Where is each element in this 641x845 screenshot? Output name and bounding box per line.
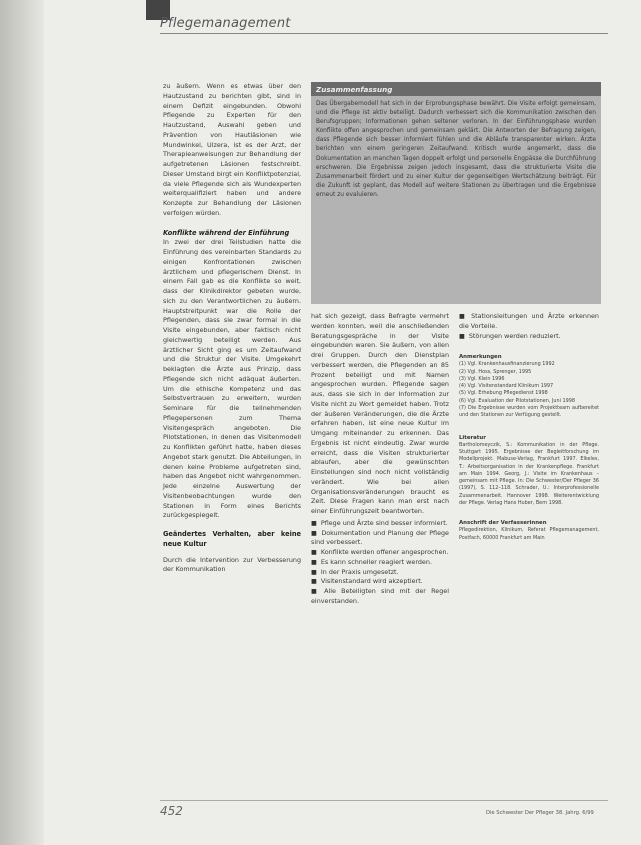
literature-heading: Literatur [459,434,486,441]
list-item: ■ Alle Beteiligten sind mit der Regel einverstanden. [311,587,449,607]
list-item: ■ Störungen werden reduziert. [459,332,599,342]
note-item: (5) Vgl. Erhebung Pflegedienst 1998 [459,390,548,397]
address-heading: Anschrift der Verfasserinnen [459,520,547,527]
col2-paragraph-1: hat sich gezeigt, dass Befragte vermehrt werden konnten, weil die anschließenden Beratungsgespräche in der Visite eingebunden waren. Sie äußern, von allen drei Gruppen. Durch den Dienstplan verbessert werden, die Pflegenden an 85 Prozent beteiligt und mit Namen angesprochen wurden. Pflegende sagen aus, dass sie sich in der Information zur Visite nicht zu Wort gemeldet haben. Trotz der äußeren Veränderungen, die die Ärzte erfahren haben, ist eine neue Kultur im Umgang miteinander zu erkennen. Das Ergebnis ist nicht eindeutig. Zwar wurde erreicht, dass die Visiten strukturierter ablaufen, aber die gewünschten Einstellungen sind noch nicht vollständig verändert. Wie bei allen Organisationsveränderungen braucht es Zeit. Diese Fragen kann man erst nach einer Einführungszeit beantworten. [311,312,449,515]
note-item: (1) Vgl. Krankenhausfinanzierung 1992 [459,361,555,368]
literature-text: Bartholomeyczik, S.: Kommunikation in der Pflege. Stuttgart 1995. Ergebnisse der Begleitforschung im Modellprojekt. Mabuse-Verlag, Frankfurt 1997. Elkeles, T.: Arbeitsorganisation in der Krankenpflege. Frankfurt am Main 1994. Georg, J.: Visite im Krankenhaus – gemeinsam mit Pflege. In: Die Schwester/Der Pfleger 36 (1997), S. 112–118. Schrader, U.: Interprofessionelle Zusammenarbeit. Hannover 1998. Weiterentwicklung der Pflege. Verlag Hans Huber, Bern 1998. [459,441,599,506]
column-3 [459,312,599,542]
header-rule [160,33,608,34]
list-item: ■ Konflikte werden offener angesprochen. [311,548,449,558]
note-item: (7) Die Ergebnisse wurden vom Projektteam aufbereitet und den Stationen zur Verfügung gestellt. [459,405,599,419]
list-item: ■ In der Praxis umgesetzt. [311,568,449,578]
col1-subhead-behavior: Geändertes Verhalten, aber keine neue Kultur [163,530,301,548]
note-item: (2) Vgl. Hoss, Sprenger, 1995 [459,368,532,375]
section-title: Pflegemanagement [160,16,291,31]
footer-rule [160,800,608,801]
list-item: ■ Pflege und Ärzte sind besser informiert. [311,519,449,529]
note-item: (4) Vgl. Visitenstandard Klinikum 1997 [459,383,554,390]
col2-bullet-list [311,519,449,607]
column-1 [163,82,301,575]
note-item: (6) Vgl. Evaluation der Pilotstationen, Juni 1998 [459,397,575,404]
summary-box [311,82,601,304]
list-item: ■ Visitenstandard wird akzeptiert. [311,577,449,587]
notes-heading: Anmerkungen [459,354,502,361]
page-number: 452 [160,804,183,818]
summary-heading: Zusammenfassung [311,82,601,96]
column-2 [311,312,449,607]
list-item: ■ Dokumentation und Planung der Pflege sind verbessert. [311,529,449,549]
page-gutter-shadow [0,0,44,845]
note-item: (3) Vgl. Klein 1996 [459,375,505,382]
summary-text: Das Übergabemodell hat sich in der Erprobungsphase bewährt. Die Visite erfolgt gemeinsam, und die Pflege ist aktiv beteiligt. Dadurch verbessert sich die Kommunikation zwischen den Berufsgruppen; Informationen gehen seltener verloren. In der Einführungsphase wurden Konflikte offen angesprochen und gemeinsam geklärt. Die Antworten der Befragung zeigen, dass Pflegende sich besser informiert fühlen und die Abläufe transparenter wirken. Ärzte berichten von einem geringeren Zeitaufwand. Kritisch wurde angemerkt, dass die Dokumentation an manchen Tagen doppelt erfolgt und personelle Engpässe die Durchführung erschweren. Die Ergebnisse zeigen jedoch insgesamt, dass die strukturierte Visite die Zusammenarbeit fördert und zu einer Kultur der gegenseitigen Wertschätzung beiträgt. Für die Zukunft ist geplant, das Modell auf weitere Stationen zu übertragen und die Ergebnisse erneut zu evaluieren. [316,101,596,198]
list-item: ■ Stationsleitungen und Ärzte erkennen die Vorteile. [459,312,599,332]
journal-reference: Die Schwester Der Pfleger 38. Jahrg. 6/99 [486,810,594,816]
col1-subhead-conflicts: Konflikte während der Einführung [163,228,290,237]
list-item: ■ Es kann schneller reagiert werden. [311,558,449,568]
col1-paragraph-2: In zwei der drei Teilstudien hatte die Einführung des vereinbarten Standards zu einigen Konfrontationen zwischen ärztlichem und pflegerischem Dienst. In einem Fall gab es die Konflikte so weit, dass der Klinikdirektor gebeten wurde, sich zu den Verantwortlichen zu äußern. Hauptstreitpunkt war die Rolle der Pflegenden, dass sie zwar formal in die Visite eingebunden, aber faktisch nicht gleichwertig beteiligt werden. Aus ärztlicher Sicht ging es um Zeitaufwand und die Struktur der Visite. Umgekehrt beklagten die Ärzte aus Prinzip, dass Pflegende sich nicht adäquat äußerten. Um die ethische Kompetenz und das Selbstvertrauen zu erweitern, wurden Seminare für die teilnehmenden Pflegepersonen zum Thema Visitengespräch angeboten. Die Pilotstationen, in denen das Visitenmodell zu Konflikten geführt hatte, haben dieses Angebot stark genutzt. Die Abteilungen, in denen keine Probleme aufgetreten sind, haben das Angebot nicht wahrgenommen. Jede einzelne Auswertung der Visitenbeobachtungen wurde den Stationen in Form eines Berichts zurückgespiegelt. [163,238,301,520]
notes-list [459,361,599,419]
address-text: Pflegedirektion, Klinikum, Referat Pflegemanagement, Postfach, 60000 Frankfurt am Main [459,527,599,541]
col1-paragraph-1: zu äußern. Wenn es etwas über den Hautzustand zu berichten gibt, sind in einem Defizit eingebunden. Obwohl Pflegende zu Experten für den Hautzustand, Auswahl geben und Prävention von Hautläsionen wie Mundwinkel, Ulzera, ist es der Arzt, der Therapieanweisungen zur Behandlung der aufgetretenen Läsionen festschreibt. Dieser Umstand birgt ein Konfliktpotenzial, da viele Pflegende sich als Wundexperten weiterqualifiziert haben und andere Konzepte zur Behandlung der Läsionen verfolgen würden. [163,82,301,217]
col1-paragraph-3: Durch die Intervention zur Verbesserung der Kommunikation [163,555,301,574]
